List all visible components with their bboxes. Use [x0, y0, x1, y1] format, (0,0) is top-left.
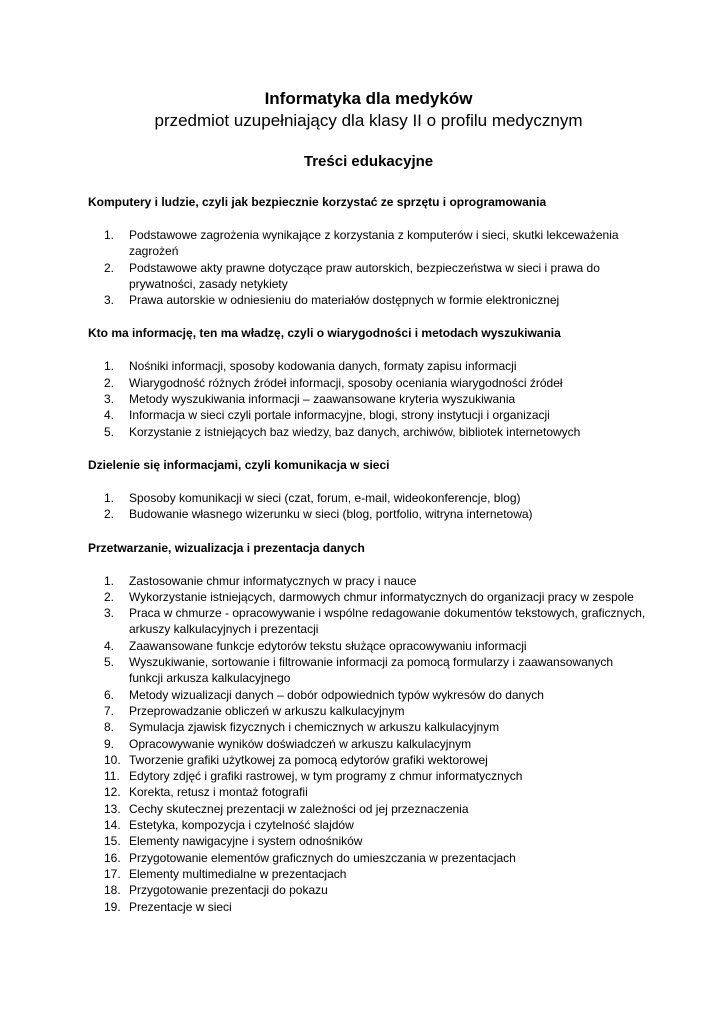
list-item-text: Edytory zdjęć i grafiki rastrowej, w tym programy z chmur informatycznych: [129, 769, 523, 784]
list-item: [88, 784, 649, 800]
document-title: Informatyka dla medyków: [264, 89, 473, 108]
list-item: [88, 490, 649, 506]
list-item: [88, 899, 649, 915]
list-item: [88, 687, 649, 703]
list-item-number: 12.: [104, 785, 121, 800]
list-item-number: 4.: [104, 638, 115, 653]
list-item: [88, 424, 649, 440]
list-item-number: 19.: [104, 899, 121, 914]
list-item: [88, 817, 649, 833]
list-item-number: 1.: [104, 490, 115, 505]
list-item: [88, 260, 649, 293]
list-item-text: Tworzenie grafiki użytkowej za pomocą edytorów grafiki wektorowej: [129, 752, 488, 767]
list-item-number: 1.: [104, 573, 115, 588]
document-subheading: Treści edukacyjne: [303, 153, 434, 170]
list-item: [88, 605, 649, 638]
list-item: [88, 654, 649, 687]
list-item: [88, 833, 649, 849]
list-item-number: 13.: [104, 801, 121, 816]
list-item: [88, 882, 649, 898]
list-item-number: 3.: [104, 392, 115, 407]
list-item: [88, 736, 649, 752]
list-item-text: Przygotowanie prezentacji do pokazu: [129, 883, 328, 898]
list-item-number: 2.: [104, 589, 115, 604]
list-item: [88, 292, 649, 308]
list-item-number: 4.: [104, 408, 115, 423]
list-item-text: Opracowywanie wyników doświadczeń w arkuszu kalkulacyjnym: [129, 736, 472, 751]
list-item-number: 1.: [104, 228, 115, 242]
list-item-number: 3.: [104, 293, 115, 308]
list-item: [88, 719, 649, 735]
list-item-text: Sposoby komunikacji w sieci (czat, forum, e-mail, wideokonferencje, blog): [129, 490, 521, 505]
list-item-number: 6.: [104, 687, 115, 702]
list-item-text: Wiarygodność różnych źródeł informacji, sposoby oceniania wiarygodności źródeł: [129, 375, 563, 390]
list-item-number: 9.: [104, 736, 115, 751]
list-item-text: Wyszukiwanie, sortowanie i filtrowanie informacji za pomocą formularzy i zaawansowanych funkcji arkusza kalkulacyjnego: [129, 655, 614, 686]
list-item-number: 2.: [104, 375, 115, 390]
list-item: [88, 573, 649, 589]
section-computers-and-people: [88, 194, 649, 308]
list-item-text: Metody wyszukiwania informacji – zaawansowane kryteria wyszukiwania: [129, 392, 516, 407]
list-item: [88, 866, 649, 882]
list-item-text: Prezentacje w sieci: [129, 899, 232, 914]
numbered-list: [88, 227, 649, 308]
list-item: [88, 703, 649, 719]
list-item: [88, 375, 649, 391]
list-item-text: Podstawowe akty prawne dotyczące praw autorskich, bezpieczeństwa w sieci i prawa do prywatności, zasady netykiety: [129, 260, 600, 291]
section-information-and-power: [88, 325, 649, 439]
list-item-text: Elementy nawigacyjne i system odnośników: [129, 834, 363, 849]
list-item-text: Prawa autorskie w odniesieniu do materiałów dostępnych w formie elektronicznej: [129, 293, 560, 308]
list-item-number: 18.: [104, 883, 121, 898]
list-item-number: 16.: [104, 850, 121, 865]
numbered-list: [88, 490, 649, 523]
list-item: [88, 801, 649, 817]
list-item-number: 15.: [104, 834, 121, 849]
list-item: [88, 850, 649, 866]
list-item-number: 14.: [104, 818, 121, 833]
list-item-number: 2.: [104, 260, 115, 275]
list-item-number: 5.: [104, 655, 115, 670]
list-item-text: Przeprowadzanie obliczeń w arkuszu kalkulacyjnym: [129, 703, 405, 718]
list-item-text: Praca w chmurze - opracowywanie i wspólne redagowanie dokumentów tekstowych, graficznych, arkuszy kalkulacyjnych i prezentacji: [129, 606, 646, 637]
document-subtitle: przedmiot uzupełniający dla klasy II o profilu medycznym: [154, 111, 583, 130]
list-item-text: Przygotowanie elementów graficznych do umieszczania w prezentacjach: [129, 850, 516, 865]
list-item-text: Zastosowanie chmur informatycznych w pracy i nauce: [129, 573, 417, 588]
list-item-text: Podstawowe zagrożenia wynikające z korzystania z komputerów i sieci, skutki lekceważenia zagrożeń: [129, 228, 619, 259]
list-item-number: 17.: [104, 866, 121, 881]
list-item-text: Korekta, retusz i montaż fotografii: [129, 785, 308, 800]
list-item-number: 11.: [104, 769, 120, 784]
list-item: [88, 768, 649, 784]
list-item-number: 5.: [104, 424, 115, 439]
list-item-text: Zaawansowane funkcje edytorów tekstu służące opracowywaniu informacji: [129, 638, 527, 653]
list-item: [88, 391, 649, 407]
list-item-text: Nośniki informacji, sposoby kodowania danych, formaty zapisu informacji: [129, 359, 517, 374]
section-heading: Kto ma informację, ten ma władzę, czyli o wiarygodności i metodach wyszukiwania: [88, 326, 561, 341]
list-item: [88, 506, 649, 522]
section-heading: Dzielenie się informacjami, czyli komunikacja w sieci: [88, 457, 390, 472]
list-item-text: Budowanie własnego wizerunku w sieci (blog, portfolio, witryna internetowa): [129, 507, 533, 522]
list-item-text: Wykorzystanie istniejących, darmowych chmur informatycznych do organizacji pracy w zespole: [129, 589, 634, 604]
section-heading: Przetwarzanie, wizualizacja i prezentacja danych: [88, 540, 365, 555]
list-item-text: Estetyka, kompozycja i czytelność slajdów: [129, 818, 354, 833]
list-item-text: Elementy multimedialne w prezentacjach: [129, 866, 347, 881]
list-item-text: Cechy skutecznej prezentacji w zależności od jej przeznaczenia: [129, 801, 469, 816]
list-item: [88, 227, 649, 260]
list-item-number: 8.: [104, 720, 115, 735]
section-data-processing: [88, 540, 649, 915]
section-sharing-information: [88, 457, 649, 523]
list-item: [88, 358, 649, 374]
list-item-text: Korzystanie z istniejących baz wiedzy, baz danych, archiwów, bibliotek internetowych: [129, 424, 581, 439]
numbered-list: [88, 358, 649, 439]
list-item-number: 2.: [104, 507, 115, 522]
list-item: [88, 638, 649, 654]
numbered-list: [88, 573, 649, 915]
section-heading: Komputery i ludzie, czyli jak bezpiecznie korzystać ze sprzętu i oprogramowania: [88, 195, 547, 209]
list-item-number: 7.: [104, 703, 115, 718]
list-item-number: 1.: [104, 359, 115, 374]
list-item-text: Symulacja zjawisk fizycznych i chemicznych w arkuszu kalkulacyjnym: [129, 720, 500, 735]
list-item-text: Informacja w sieci czyli portale informacyjne, blogi, strony instytucji i organizacji: [129, 408, 550, 423]
list-item: [88, 407, 649, 423]
list-item-text: Metody wizualizacji danych – dobór odpowiednich typów wykresów do danych: [129, 687, 544, 702]
list-item: [88, 589, 649, 605]
list-item: [88, 752, 649, 768]
list-item-number: 3.: [104, 606, 115, 621]
list-item-number: 10.: [104, 752, 121, 767]
